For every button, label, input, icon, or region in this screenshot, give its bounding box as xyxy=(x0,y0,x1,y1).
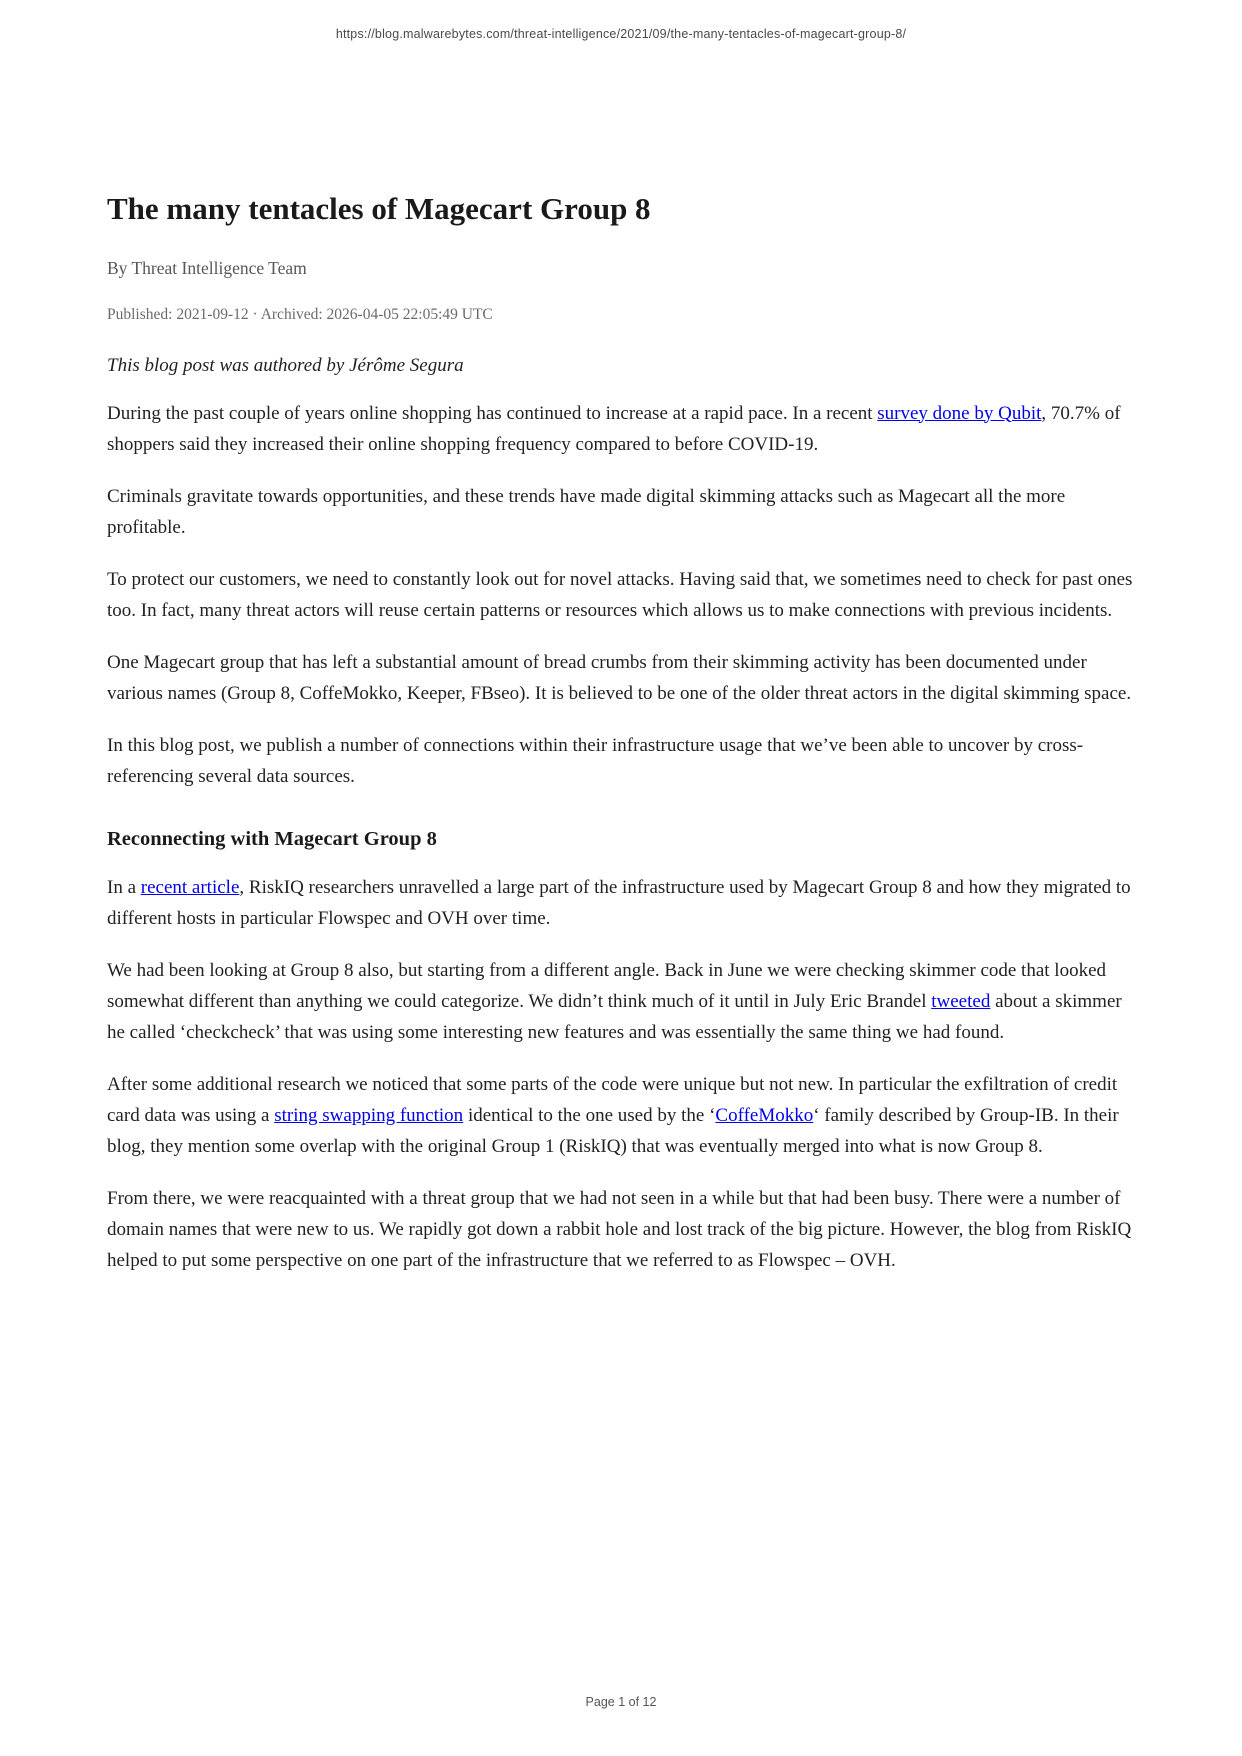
page-number: Page 1 of 12 xyxy=(585,1695,657,1709)
paragraph: From there, we were reacquainted with a threat group that we had not seen in a while but that had been busy. There were a number of domain names that were new to us. We rapidly got down a rabbit hole and lost track of the big picture. However, the blog from RiskIQ helped to put some perspective on one part of the infrastructure that we referred to as Flowspec – OVH. xyxy=(107,1187,1132,1271)
paragraph: During the past couple of years online shopping has continued to increase at a rapid pace. In a recent survey done by Qubit, 70.7% of shoppers said they increased their online shopping frequency compared to before COVID-19. xyxy=(107,402,1121,455)
byline: By Threat Intelligence Team xyxy=(107,257,307,278)
published-archived-meta: Published: 2021-09-12 · Archived: 2026-04-05 22:05:49 UTC xyxy=(107,305,493,323)
inline-link[interactable]: survey done by Qubit xyxy=(877,402,1042,424)
section-heading: Reconnecting with Magecart Group 8 xyxy=(107,827,437,850)
paragraph: Criminals gravitate towards opportunities, and these trends have made digital skimming attacks such as Magecart all the more profitable. xyxy=(107,485,1066,538)
paragraph: In a recent article, RiskIQ researchers unravelled a large part of the infrastructure used by Magecart Group 8 and how they migrated to different hosts in particular Flowspec and OVH over time. xyxy=(107,876,1131,929)
inline-link[interactable]: string swapping function xyxy=(274,1104,464,1126)
paragraph: In this blog post, we publish a number of connections within their infrastructure usage that we’ve been able to uncover by cross-referencing several data sources. xyxy=(107,734,1084,787)
inline-link[interactable]: tweeted xyxy=(931,990,991,1012)
article-body xyxy=(107,398,1135,1276)
page-title: The many tentacles of Magecart Group 8 xyxy=(107,191,651,226)
article xyxy=(107,191,1135,1276)
paragraph: One Magecart group that has left a substantial amount of bread crumbs from their skimming activity has been documented under various names (Group 8, CoffeMokko, Keeper, FBseo). It is believed to be one of the older threat actors in the digital skimming space. xyxy=(107,651,1132,704)
paragraph: After some additional research we noticed that some parts of the code were unique but not new. In particular the exfiltration of credit card data was using a string swapping function identical to the one used by the ‘CoffeMokko‘ family described by Group-IB. In their blog, they mention some overlap with the original Group 1 (RiskIQ) that was eventually merged into what is now Group 8. xyxy=(107,1073,1119,1157)
archive-url: https://blog.malwarebytes.com/threat-intelligence/2021/09/the-many-tentacles-of-magecart-group-8/ xyxy=(335,27,907,41)
paragraph: To protect our customers, we need to constantly look out for novel attacks. Having said that, we sometimes need to check for past ones too. In fact, many threat actors will reuse certain patterns or resources which allows us to make connections with previous incidents. xyxy=(107,568,1133,621)
inline-link[interactable]: recent article xyxy=(140,876,240,898)
paragraph: We had been looking at Group 8 also, but starting from a different angle. Back in June we were checking skimmer code that looked somewhat different than anything we could categorize. We didn’t think much of it until in July Eric Brandel tweeted about a skimmer he called ‘checkcheck’ that was using some interesting new features and was essentially the same thing we had found. xyxy=(107,959,1122,1043)
authored-note: This blog post was authored by Jérôme Segura xyxy=(107,354,464,376)
inline-link[interactable]: CoffeMokko xyxy=(715,1104,814,1126)
